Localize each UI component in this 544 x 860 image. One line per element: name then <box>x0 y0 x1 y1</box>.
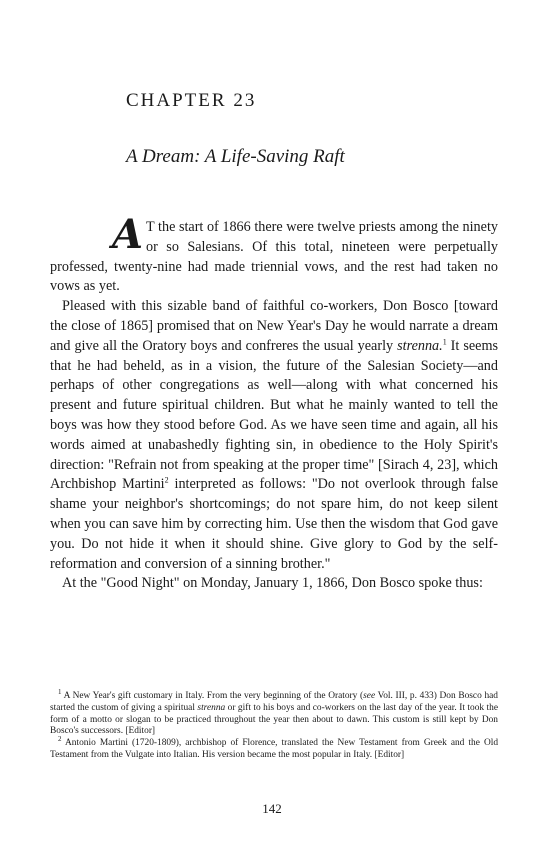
footnote-1-mark: 1 <box>58 687 62 696</box>
footnote-1-text-a: A New Year's gift customary in Italy. From the very beginning of the Oratory ( <box>61 691 364 701</box>
drop-cap: A <box>112 211 144 258</box>
body-text <box>50 211 498 594</box>
footnote-2-mark: 2 <box>58 735 62 744</box>
footnote-ref-2[interactable]: 2 <box>164 475 169 485</box>
chapter-subtitle: A Dream: A Life-Saving Raft <box>126 146 345 167</box>
page-number: 142 <box>262 801 282 816</box>
paragraph-2-text-a: Pleased with this sizable band of faithful co-workers, Don Bosco [toward the close of 1865] promised that on New Year's Day he would narrate a dream and give all the Oratory boys and confreres the usual yearly <box>50 298 498 354</box>
paragraph-2 <box>50 297 498 574</box>
paragraph-1 <box>50 211 498 297</box>
strenna-term: strenna. <box>397 337 443 354</box>
paragraph-2-text-c: interpreted as follows: "Do not overlook through false shame your neighbor's shortcomings; do not spare him, do not keep silent when you can save him by correcting him. Use then the wisdom that God gave you. Do not hide it when it should shine. Give glory to God by the self-reformation and conversion of a sinning brother." <box>50 476 498 572</box>
paragraph-3 <box>50 574 498 594</box>
paragraph-3-text: At the "Good Night" on Monday, January 1, 1866, Don Bosco spoke thus: <box>62 575 483 592</box>
footnote-ref-1[interactable]: 1 <box>442 337 447 347</box>
footnote-1 <box>50 687 498 738</box>
footnote-1-strenna: strenna <box>197 702 226 713</box>
footnotes <box>50 687 498 762</box>
paragraph-2-text-b: It seems that he had beheld, as in a vision, the future of the Salesian Society—and perhaps of other congregations as well—along with what concerned his present and future spiritual children. But what he mainly wanted to tell the boys was how they stood before God. As we have seen time and again, all his words aimed at unabashedly fighting sin, in obedience to the Holy Spirit's direction: "Refrain not from speaking at the proper time" [Sirach 4, 23], which Archbishop Martini <box>50 337 498 493</box>
footnote-2-text: Antonio Martini (1720-1809), archbishop of Florence, translated the New Testament from Greek and the Old Testament from the Vulgate into Italian. His version became the most popular in Italy. [Editor] <box>50 738 498 760</box>
footnote-1-text-b: Vol. III, p. 433) Don Bosco had started the custom of giving a spiritual <box>50 691 498 713</box>
paragraph-1-text: T the start of 1866 there were twelve priests among the ninety or so Salesians. Of this total, nineteen were perpetually professed, twenty-nine had made triennial vows, and the rest had taken no vows as yet. <box>50 219 498 295</box>
footnote-2 <box>50 735 498 762</box>
footnote-1-see: see <box>363 691 376 701</box>
footnote-1-text-c: or gift to his boys and co-workers on the last day of the year. It took the form of a motto or slogan to be practiced throughout the year then about to dawn. This custom is still kept by Don Bosco's successors. [Editor] <box>50 702 498 737</box>
chapter-heading: CHAPTER 23 <box>126 90 257 111</box>
